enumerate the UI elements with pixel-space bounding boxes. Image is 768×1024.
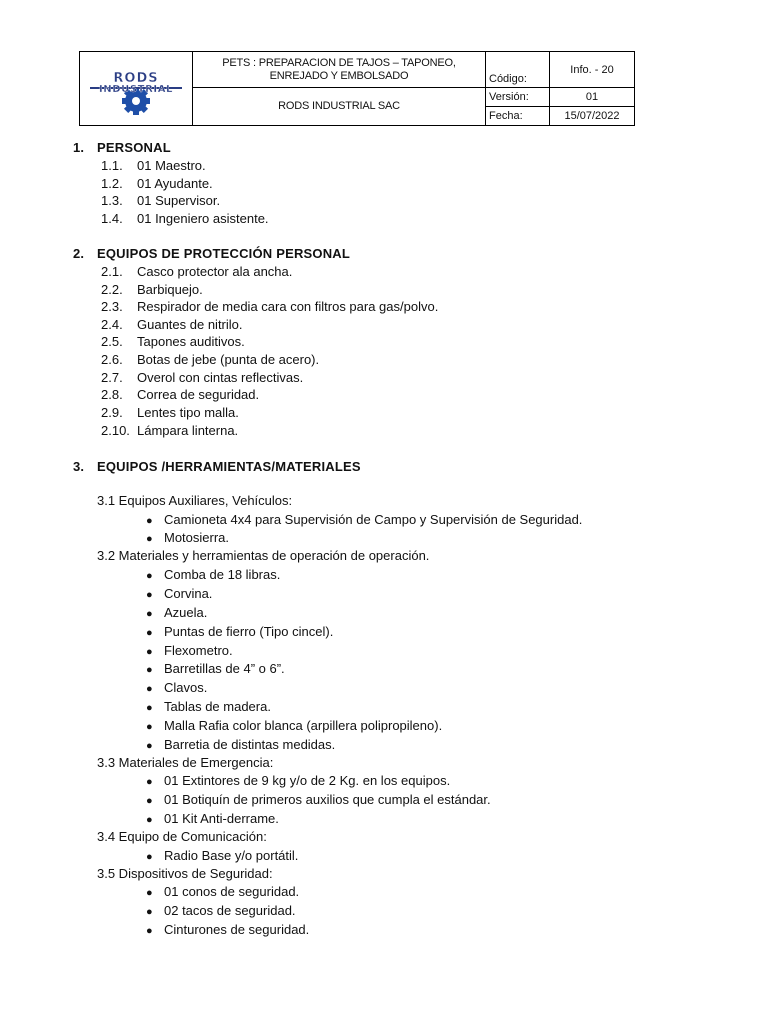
bullet-item: ● Motosierra. (146, 530, 230, 545)
section-number: 1. (73, 140, 85, 155)
list-item: 2.4. Guantes de nitrilo. (101, 317, 243, 332)
document-title-line1: PETS : PREPARACION DE TAJOS – TAPONEO, (222, 56, 456, 69)
section-number: 2. (73, 246, 85, 261)
bullet-icon: ● (146, 608, 153, 620)
section-heading (73, 459, 361, 474)
bullet-item: ● Cinturones de seguridad. (146, 922, 310, 937)
bullet-icon: ● (146, 887, 153, 899)
bullet-icon: ● (146, 702, 153, 714)
document-title-cell (193, 52, 486, 88)
subsection-title: 3.5 Dispositivos de Seguridad: (97, 866, 273, 881)
bullet-item: ● 01 Extintores de 9 kg y/o de 2 Kg. en los equipos. (146, 773, 451, 788)
list-item: 1.2. 01 Ayudante. (101, 176, 213, 191)
section-title: PERSONAL (97, 140, 171, 155)
bullet-item: ● Barretia de distintas medidas. (146, 737, 336, 752)
codigo-label: Código: (486, 52, 550, 88)
logo-text-top: RODS (113, 70, 159, 86)
bullet-icon: ● (146, 814, 153, 826)
company-logo (86, 63, 186, 115)
document-title-line2: ENREJADO Y EMBOLSADO (269, 69, 409, 82)
list-item: 2.9. Lentes tipo malla. (101, 405, 239, 420)
bullet-icon: ● (146, 589, 153, 601)
list-item: 2.6. Botas de jebe (punta de acero). (101, 352, 320, 367)
list-item: 2.8. Correa de seguridad. (101, 387, 260, 402)
section-title: EQUIPOS /HERRAMIENTAS/MATERIALES (97, 459, 361, 474)
bullet-item: ● Puntas de fierro (Tipo cincel). (146, 624, 334, 639)
list-item: 1.4. 01 Ingeniero asistente. (101, 211, 269, 226)
subsection-title: 3.1 Equipos Auxiliares, Vehículos: (97, 493, 293, 508)
subsection-title: 3.4 Equipo de Comunicación: (97, 829, 267, 844)
bullet-icon: ● (146, 515, 153, 527)
bullet-item: ● Camioneta 4x4 para Supervisión de Campo y Supervisión de Seguridad. (146, 512, 583, 527)
list-item: 2.3. Respirador de media cara con filtros para gas/polvo. (101, 299, 439, 314)
bullet-item: ● 01 conos de seguridad. (146, 884, 300, 899)
bullet-icon: ● (146, 721, 153, 733)
logo-cell (80, 52, 193, 126)
list-item: 1.3. 01 Supervisor. (101, 193, 221, 208)
bullet-item: ● Flexometro. (146, 643, 233, 658)
list-item: 2.5. Tapones auditivos. (101, 334, 245, 349)
bullet-item: ● Corvina. (146, 586, 213, 601)
section-title: EQUIPOS DE PROTECCIÓN PERSONAL (97, 246, 351, 261)
bullet-icon: ● (146, 740, 153, 752)
version-label: Versión: (486, 88, 550, 107)
list-item: 2.2. Barbiquejo. (101, 282, 203, 297)
list-item: 1.1. 01 Maestro. (101, 158, 206, 173)
subsection-title: 3.2 Materiales y herramientas de operación de operación. (97, 548, 430, 563)
bullet-item: ● Malla Rafia color blanca (arpillera polipropileno). (146, 718, 443, 733)
fecha-value: 15/07/2022 (550, 107, 635, 126)
section-number: 3. (73, 459, 85, 474)
bullet-icon: ● (146, 925, 153, 937)
bullet-item: ● Comba de 18 libras. (146, 567, 281, 582)
bullet-icon: ● (146, 664, 153, 676)
bullet-item: ● Tablas de madera. (146, 699, 271, 714)
bullet-icon: ● (146, 776, 153, 788)
subsection-title: 3.3 Materiales de Emergencia: (97, 755, 274, 770)
logo-text-bottom: INDUSTRIAL (98, 83, 174, 95)
company-name: RODS INDUSTRIAL SAC (193, 88, 486, 126)
bullet-item: ● 01 Botiquín de primeros auxilios que cumpla el estándar. (146, 792, 491, 807)
codigo-value: Info. - 20 (550, 52, 635, 88)
list-item: 2.7. Overol con cintas reflectivas. (101, 370, 304, 385)
bullet-item: ● Clavos. (146, 680, 208, 695)
bullet-icon: ● (146, 646, 153, 658)
section-heading (73, 140, 171, 155)
bullet-icon: ● (146, 570, 153, 582)
bullet-item: ● Barretillas de 4” o 6”. (146, 661, 285, 676)
version-value: 01 (550, 88, 635, 107)
fecha-label: Fecha: (486, 107, 550, 126)
bullet-item: ● Radio Base y/o portátil. (146, 848, 299, 863)
list-item: 2.1. Casco protector ala ancha. (101, 264, 293, 279)
bullet-icon: ● (146, 683, 153, 695)
document-header-table (79, 51, 635, 126)
bullet-icon: ● (146, 795, 153, 807)
bullet-icon: ● (146, 533, 153, 545)
list-item: 2.10. Lámpara linterna. (101, 423, 239, 438)
bullet-item: ● Azuela. (146, 605, 208, 620)
bullet-item: ● 01 Kit Anti-derrame. (146, 811, 279, 826)
section-heading (73, 246, 350, 261)
bullet-icon: ● (146, 627, 153, 639)
bullet-item: ● 02 tacos de seguridad. (146, 903, 296, 918)
bullet-icon: ● (146, 851, 153, 863)
bullet-icon: ● (146, 906, 153, 918)
